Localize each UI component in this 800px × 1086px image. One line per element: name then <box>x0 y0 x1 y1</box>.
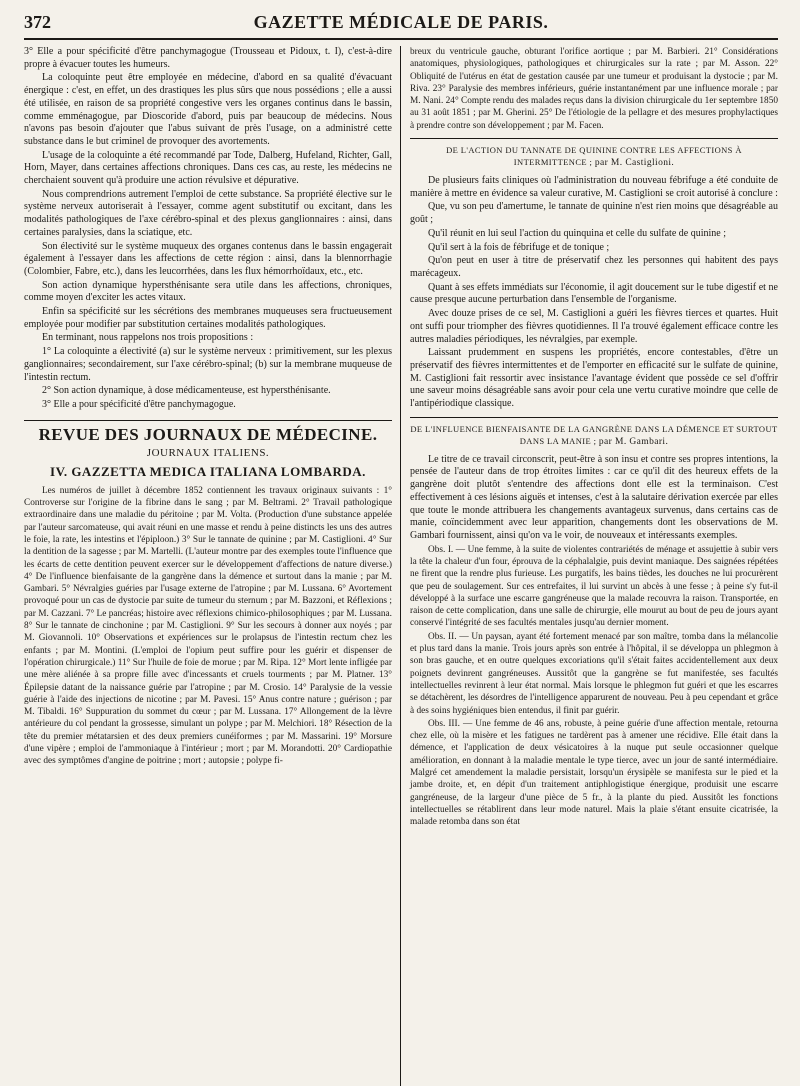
left-para: 3° Elle a pour spécificité d'être panchymagogue (Trousseau et Pidoux, t. I), c'est-à-dire propre à évacuer toutes les humeurs. <box>24 46 392 70</box>
left-para: 2° Son action dynamique, à dose médicamenteuse, est hypersthénisante. <box>42 385 331 397</box>
two-column-body <box>24 46 778 1086</box>
left-para: Son action dynamique hypersthénisante sera utile dans les affections, chroniques, comme moyen d'exciter les actes vitaux. <box>24 279 392 304</box>
journaux-heading: JOURNAUX ITALIENS. <box>146 447 270 460</box>
observation-para: Obs. III. — Une femme de 46 ans, robuste, à peine guérie d'une affection mentale, retourna chez elle, où la misère et les fatigues ne tardèrent pas à amener une récidive. Elle était dans la démence, et l'application de deux vésicatoires à la nuque put seule occasionner quelque amélioration, en donnant à la maladie mentale le type tierce, avec un jour de santé intermédiaire. Malgré cet amendement la maladie persistait, lorsqu'un érysipèle se manifesta sur le pied et la jambe droite, et, en dépit d'un traitement antiphlogistique énergique, produisit une escarre gangréneuse, de la largeur d'une pièce de 5 fr., à la plante du pied. Aussitôt les fonctions intellectuelles se rétablirent dans leur mode naturel. Mais la plaie s'étant ensuite cicatrisée, la malade retomba dans son état <box>410 718 778 828</box>
journal-title: GAZETTE MÉDICALE DE PARIS. <box>253 12 549 32</box>
article-para: Qu'il réunit en lui seul l'action du quinquina et celle du sulfate de quinine ; <box>428 227 726 239</box>
left-para: 3° Elle a pour spécificité d'être panchymagogue. <box>42 398 236 410</box>
article-divider <box>410 138 778 139</box>
article-para: Avec douze prises de ce sel, M. Castiglioni a guéri les fièvres tierces et quartes. Huit ont suffi pour triompher des fièvres quotidiennes. Il l'a trouvé également efficace contre les autres maladies périodiques, les névralgies, par exemple. <box>410 308 778 345</box>
revue-title: REVUE DES JOURNAUX DE MÉDECINE. <box>38 424 378 444</box>
article-para: Quant à ses effets immédiats sur l'économie, il agit doucement sur le tube digestif et ne cause presque aucune perturbation dans l'ensemble de l'organisme. <box>410 281 778 306</box>
left-para: L'usage de la coloquinte a été recommandé par Tode, Dalberg, Hufeland, Richter, Gall, Horn, Mayer, dans certaines affections chroniques. Dans ces cas, au reste, les médecins ne cherchaient souvent qu'à produire une action révulsive et dépurative. <box>24 149 392 187</box>
article-author: par M. Gambari. <box>598 436 669 447</box>
running-head <box>24 12 778 40</box>
article-divider <box>410 417 778 418</box>
article-para: Qu'il sert à la fois de fébrifuge et de tonique ; <box>428 241 610 253</box>
section-divider <box>24 420 392 421</box>
article-title: DE L'ACTION DU TANNATE DE QUININE CONTRE LES AFFECTIONS À INTERMITTENCE ; <box>446 145 742 168</box>
article-para: Qu'on peut en user à titre de préservatif chez les personnes qui habitent des pays marécageux. <box>410 255 778 279</box>
left-para: En terminant, nous rappelons nos trois propositions : <box>42 332 254 344</box>
left-para: 1° La coloquinte a électivité (a) sur le système nerveux : primitivement, sur les plexus ganglionnaires; secondairement, sur l'axe cérébro-spinal; (b) sur la membrane muqueuse de l'intestin rectum. <box>24 346 392 383</box>
observation-para: Obs. I. — Une femme, à la suite de violentes contrariétés de ménage et assujettie à subir vers la tête la chaleur d'un four, éprouva de la céphalalgie, puis devint maniaque. Des saignées répétées ne firent que la rendre plus furieuse. Les purgatifs, les bains tièdes, les douches ne lui procurèrent que peu de soulagement. Sur ces entrefaites, il lui survint un abcès à une fesse ; à peine s'y fut-il développé à la surface une escarre gangréneuse que la malade recouvra la raison. Transportée, en raison de cette complication, dans une salle de chirurgie, elle mourut au bout de peu de jours ayant conservé l'intégrité de ses facultés mentales jusqu'au dernier moment. <box>410 544 778 629</box>
left-para: Son électivité sur le système muqueux des organes contenus dans le bassin engagerait également à l'essayer dans les affections de cette région : ainsi, dans la blennorrhagie (Colombier, Fabre, etc.), dans les leucorrhées, dans les flux hémorrhoïdaux, etc., etc. <box>24 240 392 277</box>
article-author: par M. Castiglioni. <box>594 158 675 169</box>
page-number: 372 <box>24 12 51 32</box>
left-para: Nous comprendrions autrement l'emploi de cette substance. Sa propriété élective sur le système nerveux autoriserait à l'essayer, comme agent substitutif ou excitant, dans les modalités pathologiques de l'axe cérébro-spinal et des plexus ganglionnaires : ainsi, dans certaines paralysies, dans la sciatique, etc. <box>24 188 392 238</box>
article-para: Que, vu son peu d'amertume, le tannate de quinine n'est rien moins que désagréable au goût ; <box>410 201 778 226</box>
gazzetta-heading: IV. GAZZETTA MEDICA ITALIANA LOMBARDA. <box>50 464 366 480</box>
gazzetta-contents-continued: breux du ventricule gauche, obturant l'orifice aortique ; par M. Barbieri. 21° Considérations anatomiques, physiologiques, pathologiques et chirurgicales sur la rate ; par M. Asson. 22° Obliquité de l'utérus en état de gestation causée par une tumeur et produisant la dystocie ; par M. Riva. 23° Paralysie des membres inférieurs, guérie instantanément par une influence morale ; par M. Nani. 24° Compte rendu des malades reçus dans la division chirurgicale du 1er septembre 1850 au 31 août 1851 ; par M. Gherini. 25° De l'étiologie de la pellagre et des mesures prophylactiques à prendre contre son développement ; par M. Facen. <box>410 47 778 131</box>
article-title: DE L'INFLUENCE BIENFAISANTE DE LA GANGRÈNE DANS LA DÉMENCE ET SURTOUT DANS LA MANIE ; <box>410 423 778 446</box>
article-para: Le titre de ce travail circonscrit, peut-être à son insu et contre ses propres intentions, la pensée de l'auteur dans de trop étroites limites : car ce qu'il dit des heureux effets de la gangrène doit plutôt s'entendre des affections dont elle est la terminaison. C'est effectivement à ces lésions aiguës et intenses, c'est à la salutaire dérivation exercée par elles que toute le monde attribuera les changements avantageux survenus, dans certains cas de manie, coïncidemment avec leur apparition, changements dont les observations de M. Gambari fournissent, ainsi qu'on va le voir, de nouveaux et intéressants exemples. <box>410 453 778 541</box>
gazzetta-contents: Les numéros de juillet à décembre 1852 contiennent les travaux originaux suivants : 1° Controverse sur l'origine de la fibrine dans le sang ; par M. Beltrami. 2° Travail pathologique extraordinaire dans une maladie du péritoine ; par M. Volta. (Production d'une substance appelée par l'auteur sarcomateuse, qui avait réuni en une masse et rendu à peine distincts les uns des autres le foie, la rate, les intestins et l'épiploon.) 3° Sur le tannate de quinine ; par M. Castiglioni. 4° Sur la dentition de la sagesse ; par M. Martelli. (L'auteur montre par des exemples toute l'influence que les écarts de cette dentition peuvent exercer sur le développement d'affections de nature diverse.) 4° De l'influence bienfaisante de la gangrène dans la démence et surtout dans la manie ; par M. Gambari. 5° Névralgies guéries par l'usage externe de l'atropine ; par M. Lussana. 6° Avortement provoqué pour un cas de dystocie par suite de tumeur du sternum ; par M. Bazzoni, et Réflexions ; par M. Cazzani. 7° Le pancréas; histoire avec réflexions chimico-philosophiques ; par M. Lussana. 8° Sur le tannate de cinchonine ; par M. Castiglioni. 9° Sur les secours à donner aux noyés ; par M. Giovannoli. 10° Observations et expériences sur le prolapsus de l'intestin rectum chez les enfants ; par M. Montini. (L'emploi de l'opium peut suffire pour les guérir et dispenser de l'opération chirurgicale.) 11° Sur l'huile de foie de morue ; par M. Ripa. 12° Mort lente infligée par une mère aliénée à sa propre fille avec d'incessants et cruels tourments ; par M. Platner. 13° Épilepsie datant de la naissance guérie par l'atropine ; par M. Crosio. 14° Paralysie de la vessie guérie à l'aide des injections de nicotine ; par M. Pavesi. 15° Anus contre nature ; guérison ; par M. Tibaldi. 16° Suppuration du sommet du cœur ; par M. Lussana. 17° Allongement de la lèvre antérieure du col pendant la grossesse, simulant un polype ; par M. Melchiori. 18° Résection de la tête du premier métatarsien et des deux premiers cunéiformes ; par M. Massarini. 19° Morsure d'une vipère ; emploi de l'ammoniaque à l'intérieur ; mort ; par M. Morandotti. 20° Cardiopathie avec des symptômes d'angine de poitrine ; mort ; autopsie ; polype fi- <box>24 485 392 767</box>
article-para: De plusieurs faits cliniques où l'administration du nouveau fébrifuge a été conduite de manière à mettre en évidence sa valeur curative, M. Castiglioni se croit autorisé à conclure : <box>410 175 778 199</box>
observation-para: Obs. II. — Un paysan, ayant été fortement menacé par son maître, tomba dans la mélancolie et plus tard dans la manie. Trois jours après son entrée à l'hôpital, il se développa un phlegmon à son bras gauche, et en outre quelques excoriations qu'il s'était faites accidentellement aux deux poignets devinrent gangréneuses. Aussitôt que la gangrène se fut manifestée, ses facultés intellectuelles revinrent à leur état normal. Mais lorsque le phlegmon fut guéri et que les escarres se détachèrent, les désordres de l'intelligence apparurent de nouveau. Peu à peu cependant et grâce à des soins hygiéniques bien entendus, il finit par guérir. <box>410 631 778 716</box>
left-para: Enfin sa spécificité sur les sécrétions des membranes muqueuses sera fructueusement employée pour modifier par substitution certaines modalités pathologiques. <box>24 306 392 330</box>
right-column <box>401 46 778 1086</box>
left-para: La coloquinte peut être employée en médecine, d'abord en sa qualité d'évacuant énergique : c'est, en effet, un des drastiques les plus sûrs que nous possédions ; elle a aussi été utilisée, en raison de sa propriété congestive vers les organes continus dans le bassin, comme emménagogue, par Dioscoride d'abord, puis par beaucoup de médecins. Nous n'avons pas besoin d'ajouter que l'abus suivant de près l'usage, on a administré cette substance dans le but criminel de provoquer des avortements. <box>24 72 392 147</box>
left-column <box>24 46 401 1086</box>
article-heading-tannate <box>410 144 778 169</box>
article-para: Laissant prudemment en suspens les propriétés, encore contestables, d'être un préservatif des fièvres intermittentes et de l'emporter en efficacité sur le sulfate de quinine, M. Castiglioni fait ressortir avec insistance l'avantage évident que possède ce sel d'offrir une saveur moins désagréable sans avoir pour cela une vertu curative moindre que celle de l'antipériodique classique. <box>410 347 778 410</box>
article-heading-gangrene <box>410 423 778 448</box>
